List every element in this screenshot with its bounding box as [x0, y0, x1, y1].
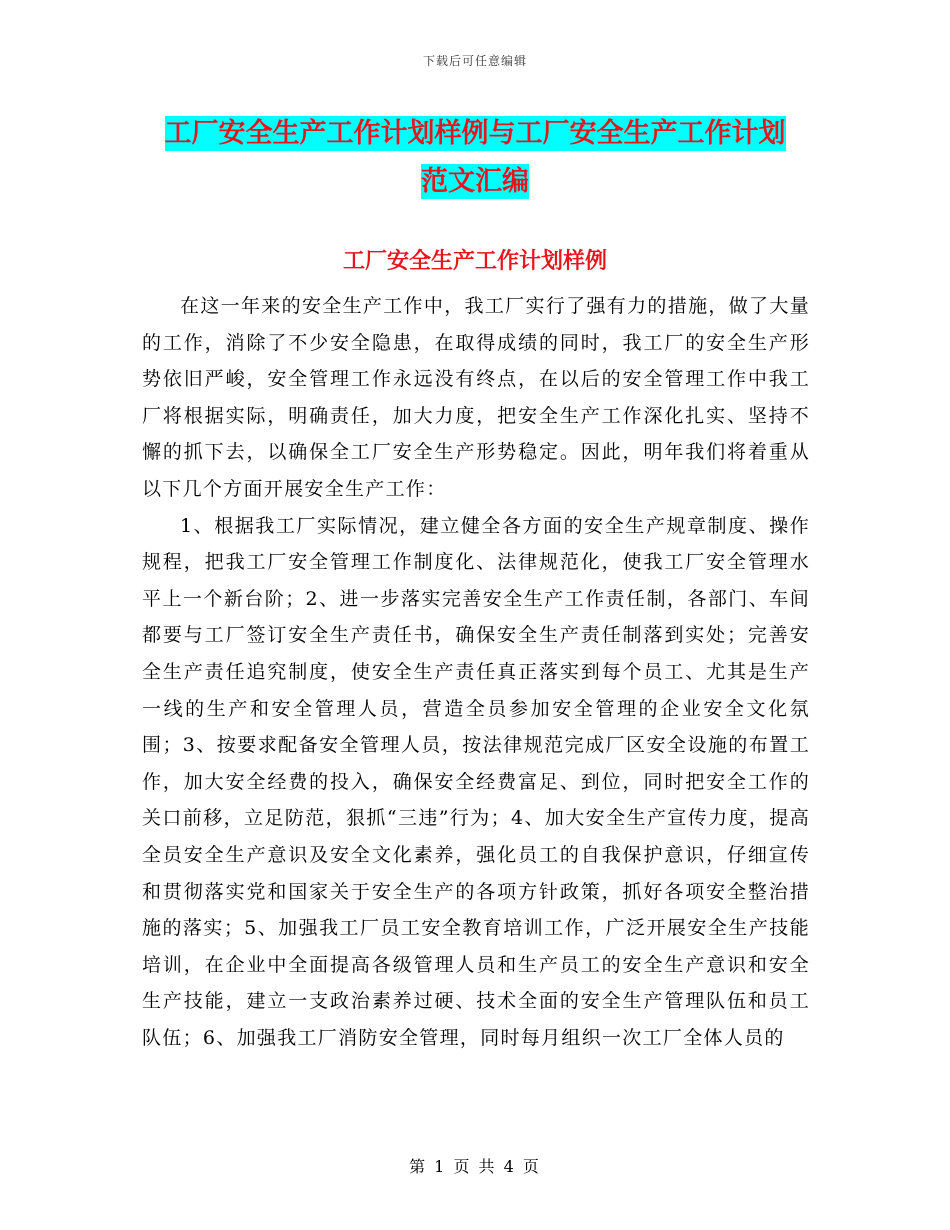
document-title	[140, 110, 810, 206]
document-title-line-1: 工厂安全生产工作计划样例与工厂安全生产工作计划	[164, 118, 786, 149]
body-paragraph: 1、根据我工厂实际情况，建立健全各方面的安全生产规章制度、操作规程，把我工厂安全管理工作制度化、法律规范化，使我工厂安全管理水平上一个新台阶；2、进一步落实完善安全生产工作责任制，各部门、车间都要与工厂签订安全生产责任书，确保安全生产责任制落到实处；完善安全生产责任追究制度，使安全生产责任真正落实到每个员工、尤其是生产一线的生产和安全管理人员，营造全员参加安全管理的企业安全文化氛围；3、按要求配备安全管理人员，按法律规范完成厂区安全设施的布置工作，加大安全经费的投入，确保安全经费富足、到位，同时把安全工作的关口前移，立足防范，狠抓“三违”行为；4、加大安全生产宣传力度，提高全员安全生产意识及安全文化素养，强化员工的自我保护意识，仔细宣传和贯彻落实党和国家关于安全生产的各项方针政策，抓好各项安全整治措施的落实；5、加强我工厂员工安全教育培训工作，广泛开展安全生产技能培训，在企业中全面提高各级管理人员和生产员工的安全生产意识和安全生产技能，建立一支政治素养过硬、技术全面的安全生产管理队伍和员工队伍；6、加强我工厂消防安全管理，同时每月组织一次工厂全体人员的	[142, 514, 810, 1049]
body-paragraph: 在这一年来的安全生产工作中，我工厂实行了强有力的措施，做了大量的工作，消除了不少安全隐患，在取得成绩的同时，我工厂的安全生产形势依旧严峻，安全管理工作永远没有终点，在以后的安全管理工作中我工厂将根据实际，明确责任，加大力度，把安全生产工作深化扎实、坚持不懈的抓下去，以确保全工厂安全生产形势稳定。因此，明年我们将着重从以下几个方面开展安全生产工作：	[142, 295, 810, 500]
header-note: 下载后可任意编辑	[422, 54, 527, 68]
document-body	[142, 288, 810, 1056]
section-title: 工厂安全生产工作计划样例	[342, 249, 607, 274]
page-number-footer: 第 1 页 共 4 页	[409, 1157, 541, 1176]
document-title-line-2: 范文汇编	[421, 166, 529, 197]
